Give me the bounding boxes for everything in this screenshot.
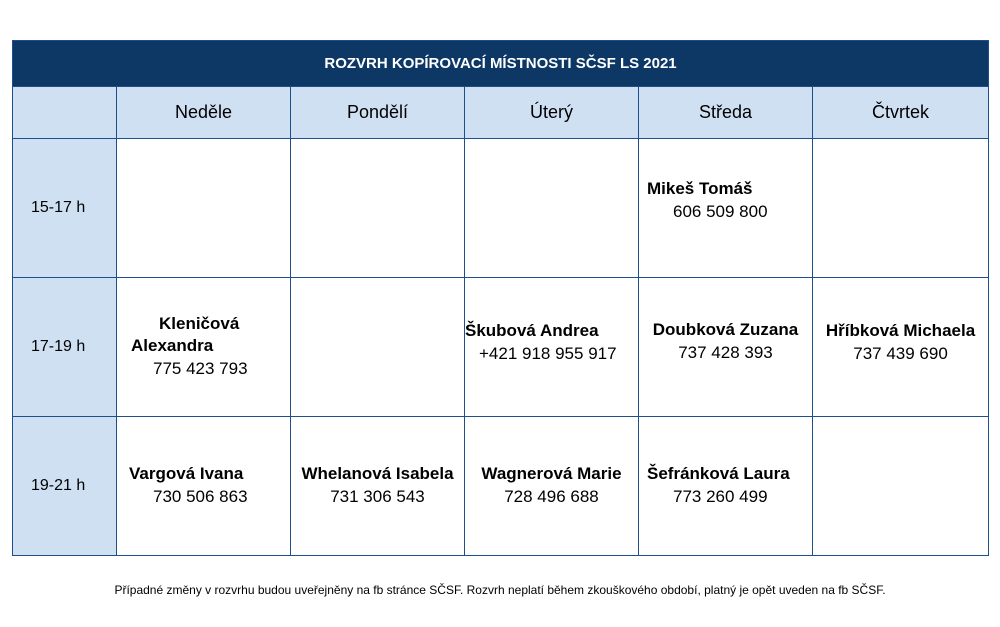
person-name: Whelanová Isabela xyxy=(301,464,454,483)
person-name-line1: Kleničová xyxy=(159,314,240,333)
slot-cell xyxy=(639,139,813,278)
slot-cell xyxy=(117,278,291,417)
person-phone: 731 306 543 xyxy=(330,487,425,506)
slot-cell xyxy=(639,278,813,417)
day-header-wednesday: Středa xyxy=(639,87,813,139)
slot-cell xyxy=(291,139,465,278)
day-header-monday: Pondělí xyxy=(291,87,465,139)
slot-cell xyxy=(291,278,465,417)
person-phone: +421 918 955 917 xyxy=(479,344,617,363)
time-row-19-21 xyxy=(13,417,989,556)
schedule-table xyxy=(12,40,989,556)
person-name: Šefránková Laura xyxy=(647,464,790,483)
person-name-line2: Alexandra xyxy=(131,336,214,355)
slot-cell xyxy=(465,417,639,556)
person-name: Wagnerová Marie xyxy=(481,464,622,483)
time-label: 17-19 h xyxy=(13,278,117,417)
slot-cell xyxy=(117,139,291,278)
slot-cell xyxy=(639,417,813,556)
person-phone: 728 496 688 xyxy=(504,487,599,506)
slot-cell xyxy=(465,278,639,417)
slot-cell xyxy=(291,417,465,556)
slot-cell xyxy=(465,139,639,278)
footer-note: Případné změny v rozvrhu budou uveřejněny na fb stránce SČSF. Rozvrh neplatí během zkouškového období, platný je opět uveden na fb SČSF. xyxy=(114,583,886,597)
corner-cell xyxy=(13,87,117,139)
time-label: 15-17 h xyxy=(13,139,117,278)
person-phone: 773 260 499 xyxy=(673,487,768,506)
person-name: Doubková Zuzana xyxy=(652,320,799,339)
person-phone: 606 509 800 xyxy=(673,202,768,221)
title-row xyxy=(13,41,989,87)
slot-cell xyxy=(813,139,989,278)
person-name: Hříbková Michaela xyxy=(825,321,976,340)
time-label: 19-21 h xyxy=(13,417,117,556)
slot-cell xyxy=(813,417,989,556)
schedule-title: ROZVRH KOPÍROVACÍ MÍSTNOSTI SČSF LS 2021 xyxy=(13,41,989,87)
slot-cell xyxy=(117,417,291,556)
day-header-tuesday: Úterý xyxy=(465,87,639,139)
time-row-17-19 xyxy=(13,278,989,417)
day-header-row xyxy=(13,87,989,139)
time-row-15-17 xyxy=(13,139,989,278)
day-header-thursday: Čtvrtek xyxy=(813,87,989,139)
person-phone: 737 439 690 xyxy=(853,344,948,363)
person-name: Škubová Andrea xyxy=(465,321,599,340)
person-name: Mikeš Tomáš xyxy=(647,179,753,198)
person-phone: 737 428 393 xyxy=(678,343,773,362)
person-name: Vargová Ivana xyxy=(129,464,244,483)
slot-cell xyxy=(813,278,989,417)
day-header-sunday: Neděle xyxy=(117,87,291,139)
person-phone: 730 506 863 xyxy=(153,487,248,506)
person-phone: 775 423 793 xyxy=(153,359,248,378)
